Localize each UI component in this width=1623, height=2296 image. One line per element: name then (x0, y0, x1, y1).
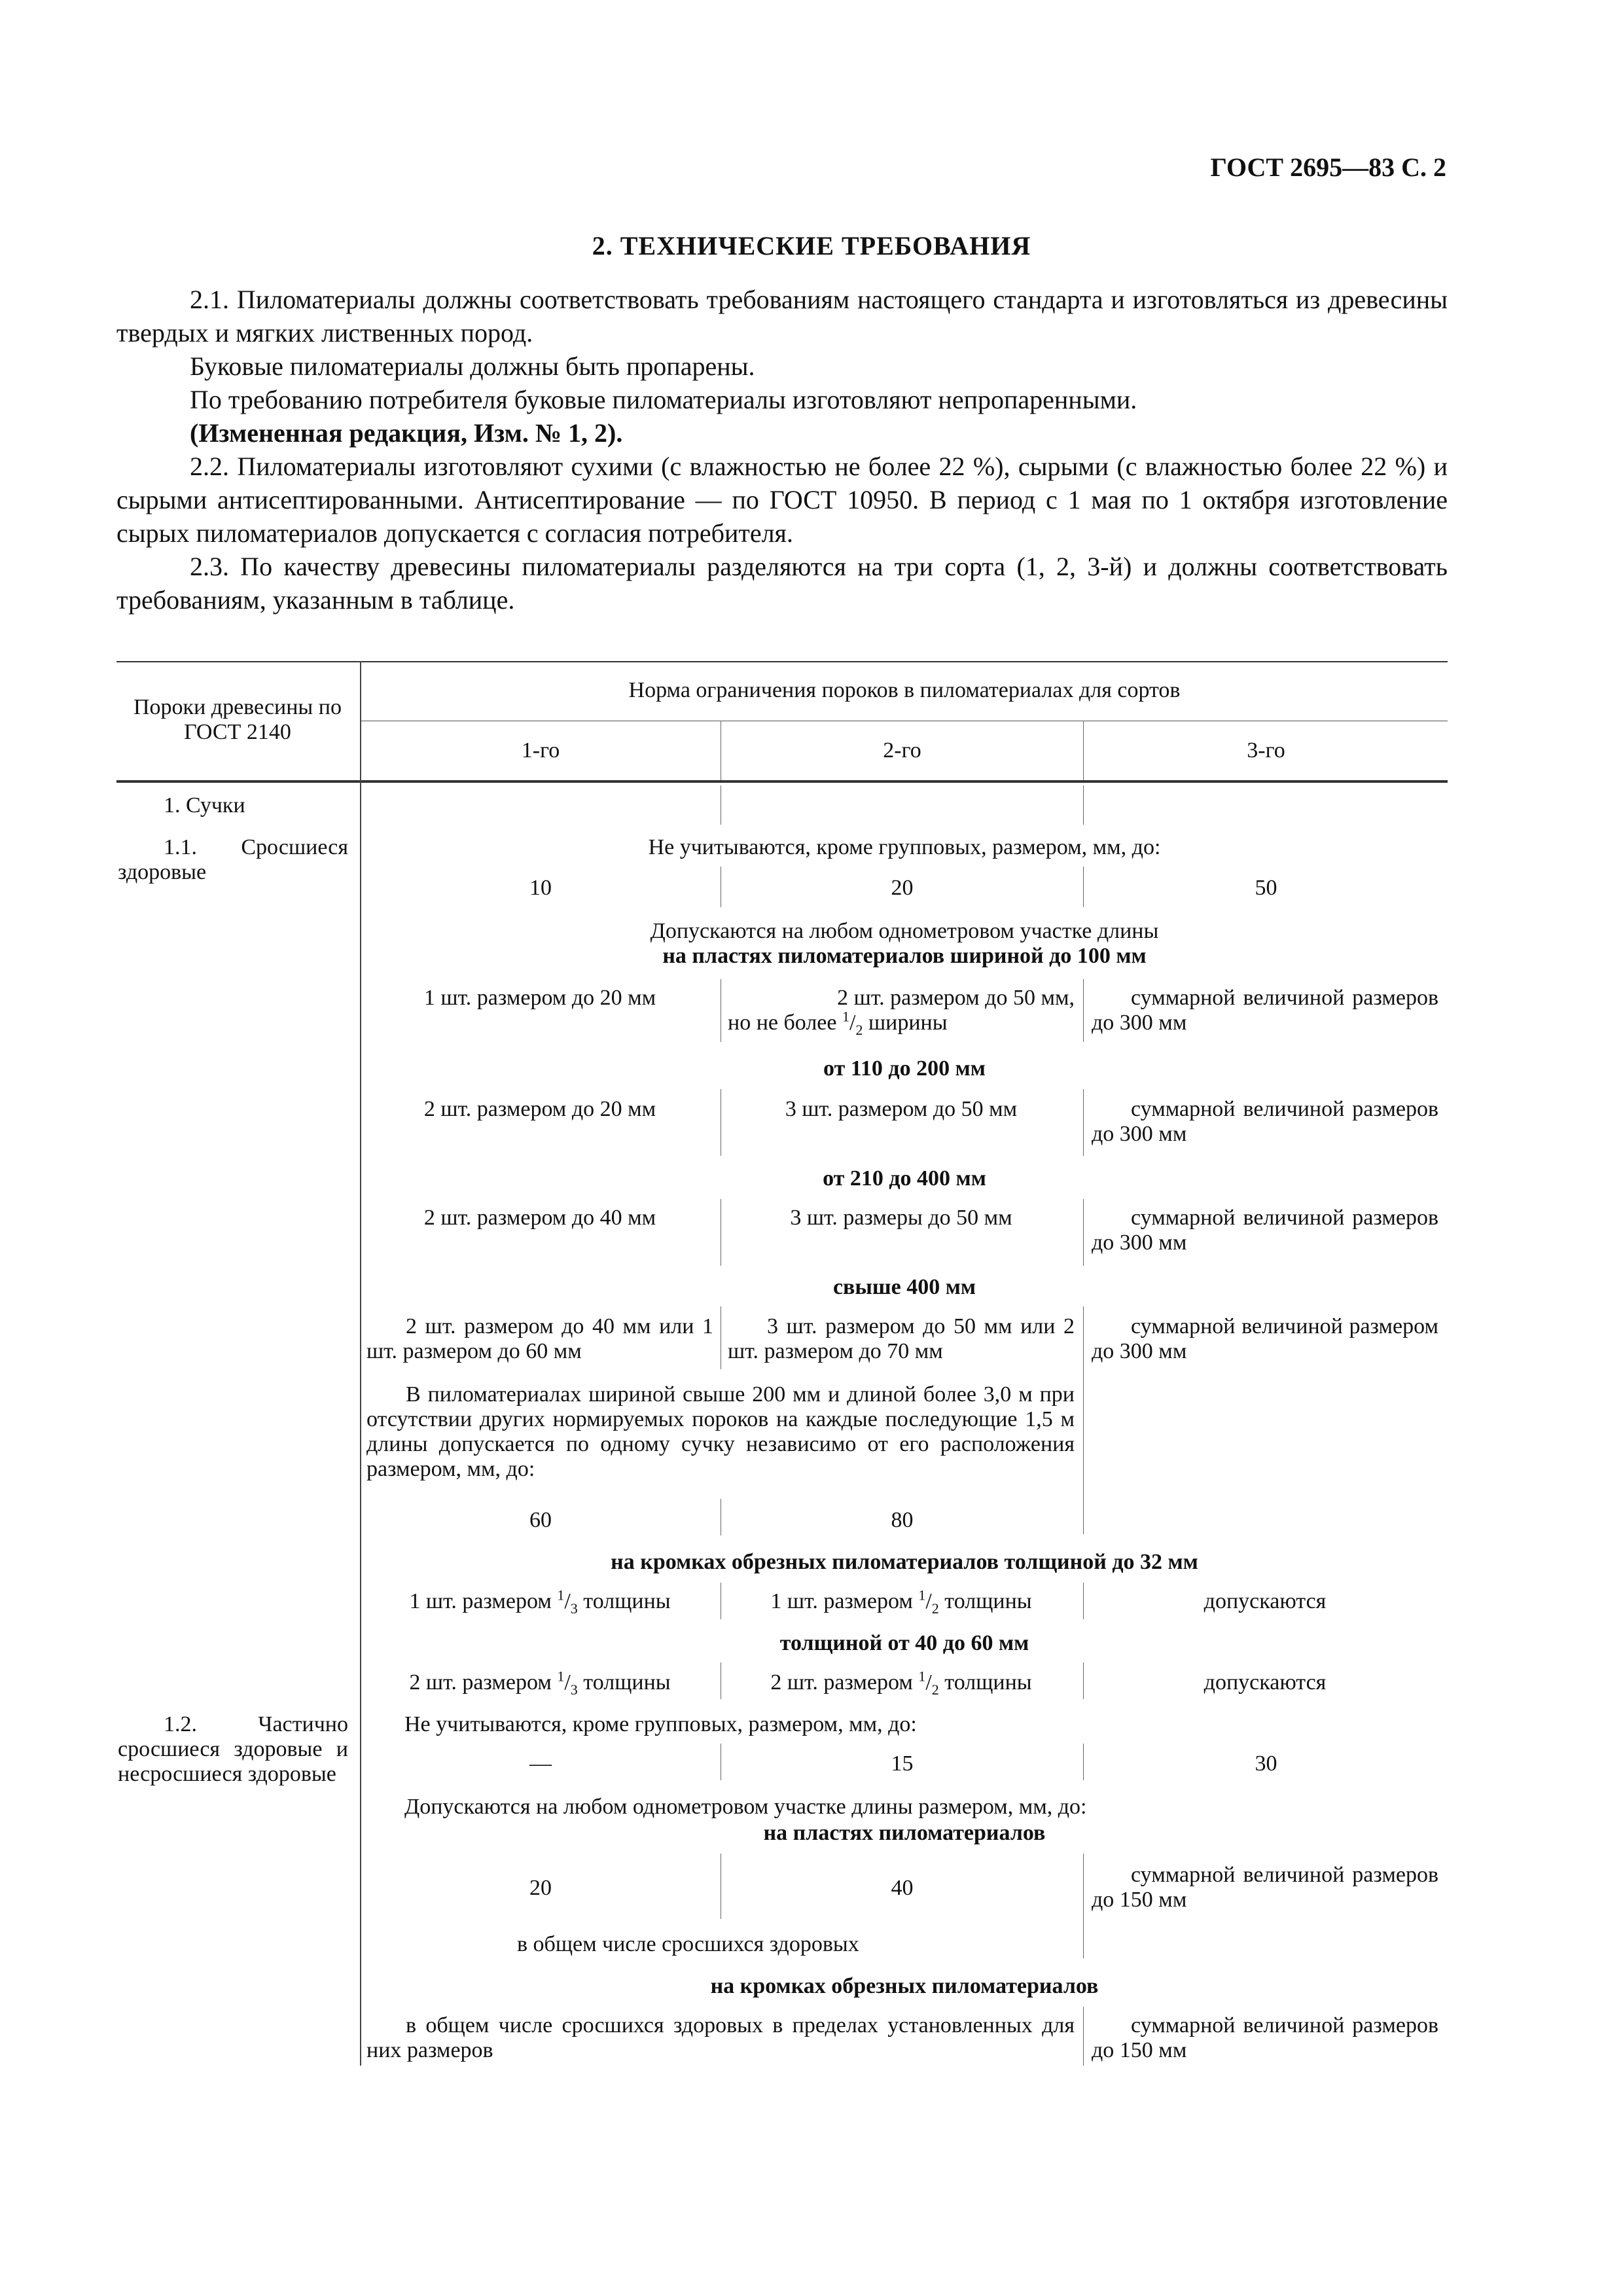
divider (1083, 1199, 1084, 1266)
s1-width-110: от 110 до 200 мм (823, 1056, 986, 1081)
defect-knots: 1. Сучки (164, 793, 245, 817)
amendment-note: (Измененная редакция, Изм. № 1, 2). (190, 418, 623, 448)
edge60-grade3: допускаются (1204, 1670, 1327, 1695)
edges-grade3: суммарной величиной размеров до 150 мм (1092, 2013, 1438, 2062)
grade-1-header: 1-го (521, 738, 560, 762)
w210-grade3: суммарной величиной размеров до 300 мм (1092, 1206, 1438, 1255)
s1-width-210: от 210 до 400 мм (823, 1166, 986, 1191)
w210-grade1: 2 шт. размером до 40 мм (423, 1206, 656, 1230)
long-value-1: 60 (529, 1508, 552, 1532)
w100-grade1: 1 шт. размером до 20 мм (423, 986, 656, 1010)
faces-grade2: 40 (891, 1876, 914, 1900)
long-value-2: 80 (891, 1508, 914, 1532)
column-divider-main (360, 661, 361, 2066)
edge32-grade2: 1 шт. размером $^1/_2$ толщины (770, 1587, 1032, 1617)
long-boards-note: В пиломатериалах шириной свыше 200 мм и длиной более 3,0 м при отсутствии других нормируемых пороков на каждые последующие 1,5 м длины допускается по одному сучку независимо от его расположения размером, мм, до: (366, 1382, 1075, 1481)
s2-value-1: — (529, 1751, 552, 1776)
s1-width-400: свыше 400 мм (832, 1275, 976, 1299)
s1-edges-32: на кромках обрезных пиломатериалов толщиной до 32 мм (611, 1550, 1198, 1574)
edge60-grade1: 2 шт. размером $^1/_3$ толщины (409, 1668, 671, 1698)
s2-value-2: 15 (891, 1751, 914, 1776)
paragraph-2-3: 2.3. По качеству древесины пиломатериалы разделяются на три сорта (1, 2, 3-й) и должны соответствовать требованиям, указанным в таблице. (116, 552, 1448, 615)
defect-partially-intergrown: 1.2. Частично сросшиеся здоровые и несросшиеся здоровые (118, 1712, 348, 1786)
w110-grade3: суммарной величиной размеров до 300 мм (1092, 1097, 1438, 1146)
grade-2-header: 2-го (883, 738, 921, 762)
divider (1083, 1583, 1084, 1619)
s2-faces: на пластях пиломатериалов (763, 1821, 1046, 1845)
col0-header: Пороки древесины по ГОСТ 2140 (134, 695, 342, 744)
faces-grade3: суммарной величиной размеров до 150 мм (1092, 1863, 1438, 1912)
s1-value-3: 50 (1255, 876, 1277, 900)
divider (1083, 867, 1084, 907)
divider (1083, 2007, 1084, 2066)
w210-grade2: 3 шт. размеры до 50 мм (790, 1206, 1012, 1230)
s1-allow: Допускаются на любом однометровом участке длины (650, 919, 1159, 943)
divider (1083, 1854, 1084, 1958)
s2-included: в общем числе сросшихся здоровых (517, 1932, 859, 1956)
s2-note: Не учитываются, кроме групповых, размером, мм, до: (404, 1712, 917, 1736)
w400-grade1: 2 шт. размером до 40 мм или 1 шт. размером до 60 мм (366, 1314, 713, 1363)
divider (1083, 1662, 1084, 1699)
s1-value-2: 20 (891, 876, 914, 900)
w100-grade2: 2 шт. размером до 50 мм, но не более $^1/_2$ ширины (728, 986, 1075, 1038)
w100-grade3: суммарной величиной размеров до 300 мм (1092, 986, 1438, 1035)
divider (1083, 1744, 1084, 1780)
faces-grade1: 20 (529, 1876, 552, 1900)
defect-sound-intergrown: 1.1. Сросшиеся здоровые (118, 835, 348, 884)
s2-value-3: 30 (1255, 1751, 1277, 1776)
edge32-grade1: 1 шт. размером $^1/_3$ толщины (409, 1587, 671, 1617)
paragraph-beech: Буковые пиломатериалы должны быть пропарены. (190, 351, 755, 381)
table-header-bottom-rule (116, 780, 1448, 783)
s2-edges: на кромках обрезных пиломатериалов (710, 1974, 1099, 1998)
paragraph-customer: По требованию потребителя буковые пиломатериалы изготовляют непропаренными. (190, 385, 1137, 414)
w400-grade2: 3 шт. размером до 50 мм или 2 шт. размером до 70 мм (728, 1314, 1075, 1363)
header-divider-2 (1083, 721, 1084, 780)
edges-grade12: в общем числе сросшихся здоровых в пределах установленных для них размеров (366, 2013, 1075, 2062)
s1-width-100: на пластях пиломатериалов шириной до 100 мм (662, 944, 1147, 968)
divider (1083, 1089, 1084, 1156)
paragraph-2-1: 2.1. Пиломатериалы должны соответствовать требованиям настоящего стандарта и изготовляться из древесины твердых и мягких лиственных пород. (116, 285, 1448, 348)
page-header: ГОСТ 2695—83 С. 2 (1210, 152, 1446, 182)
table-top-rule (116, 661, 1448, 662)
divider (1083, 979, 1084, 1042)
edge60-grade2: 2 шт. размером $^1/_2$ толщины (770, 1668, 1032, 1698)
divider (1083, 785, 1084, 825)
w110-grade1: 2 шт. размером до 20 мм (423, 1097, 656, 1121)
s1-value-1: 10 (529, 876, 552, 900)
grade-3-header: 3-го (1247, 738, 1285, 762)
s1-edges-60: толщиной от 40 до 60 мм (779, 1631, 1029, 1655)
paragraph-2-2: 2.2. Пиломатериалы изготовляют сухими (с влажностью не более 22 %), сырыми (с влажностью более 22 %) и сырыми антисептированными. Антисептирование — по ГОСТ 10950. В период с 1 мая по 1 октября изготовление сырых пиломатериалов допускается с согласия потребителя. (116, 452, 1448, 548)
section-title: 2. ТЕХНИЧЕСКИЕ ТРЕБОВАНИЯ (592, 231, 1031, 260)
group-header: Норма ограничения пороков в пиломатериалах для сортов (628, 678, 1181, 702)
s2-allow: Допускаются на любом однометровом участке длины размером, мм, до: (404, 1795, 1087, 1819)
w110-grade2: 3 шт. размером до 50 мм (785, 1097, 1018, 1121)
divider (1083, 1306, 1084, 1534)
edge32-grade3: допускаются (1204, 1589, 1327, 1613)
w400-grade3: суммарной величиной размером до 300 мм (1092, 1314, 1438, 1363)
s1-note: Не учитываются, кроме групповых, размером, мм, до: (648, 835, 1161, 859)
